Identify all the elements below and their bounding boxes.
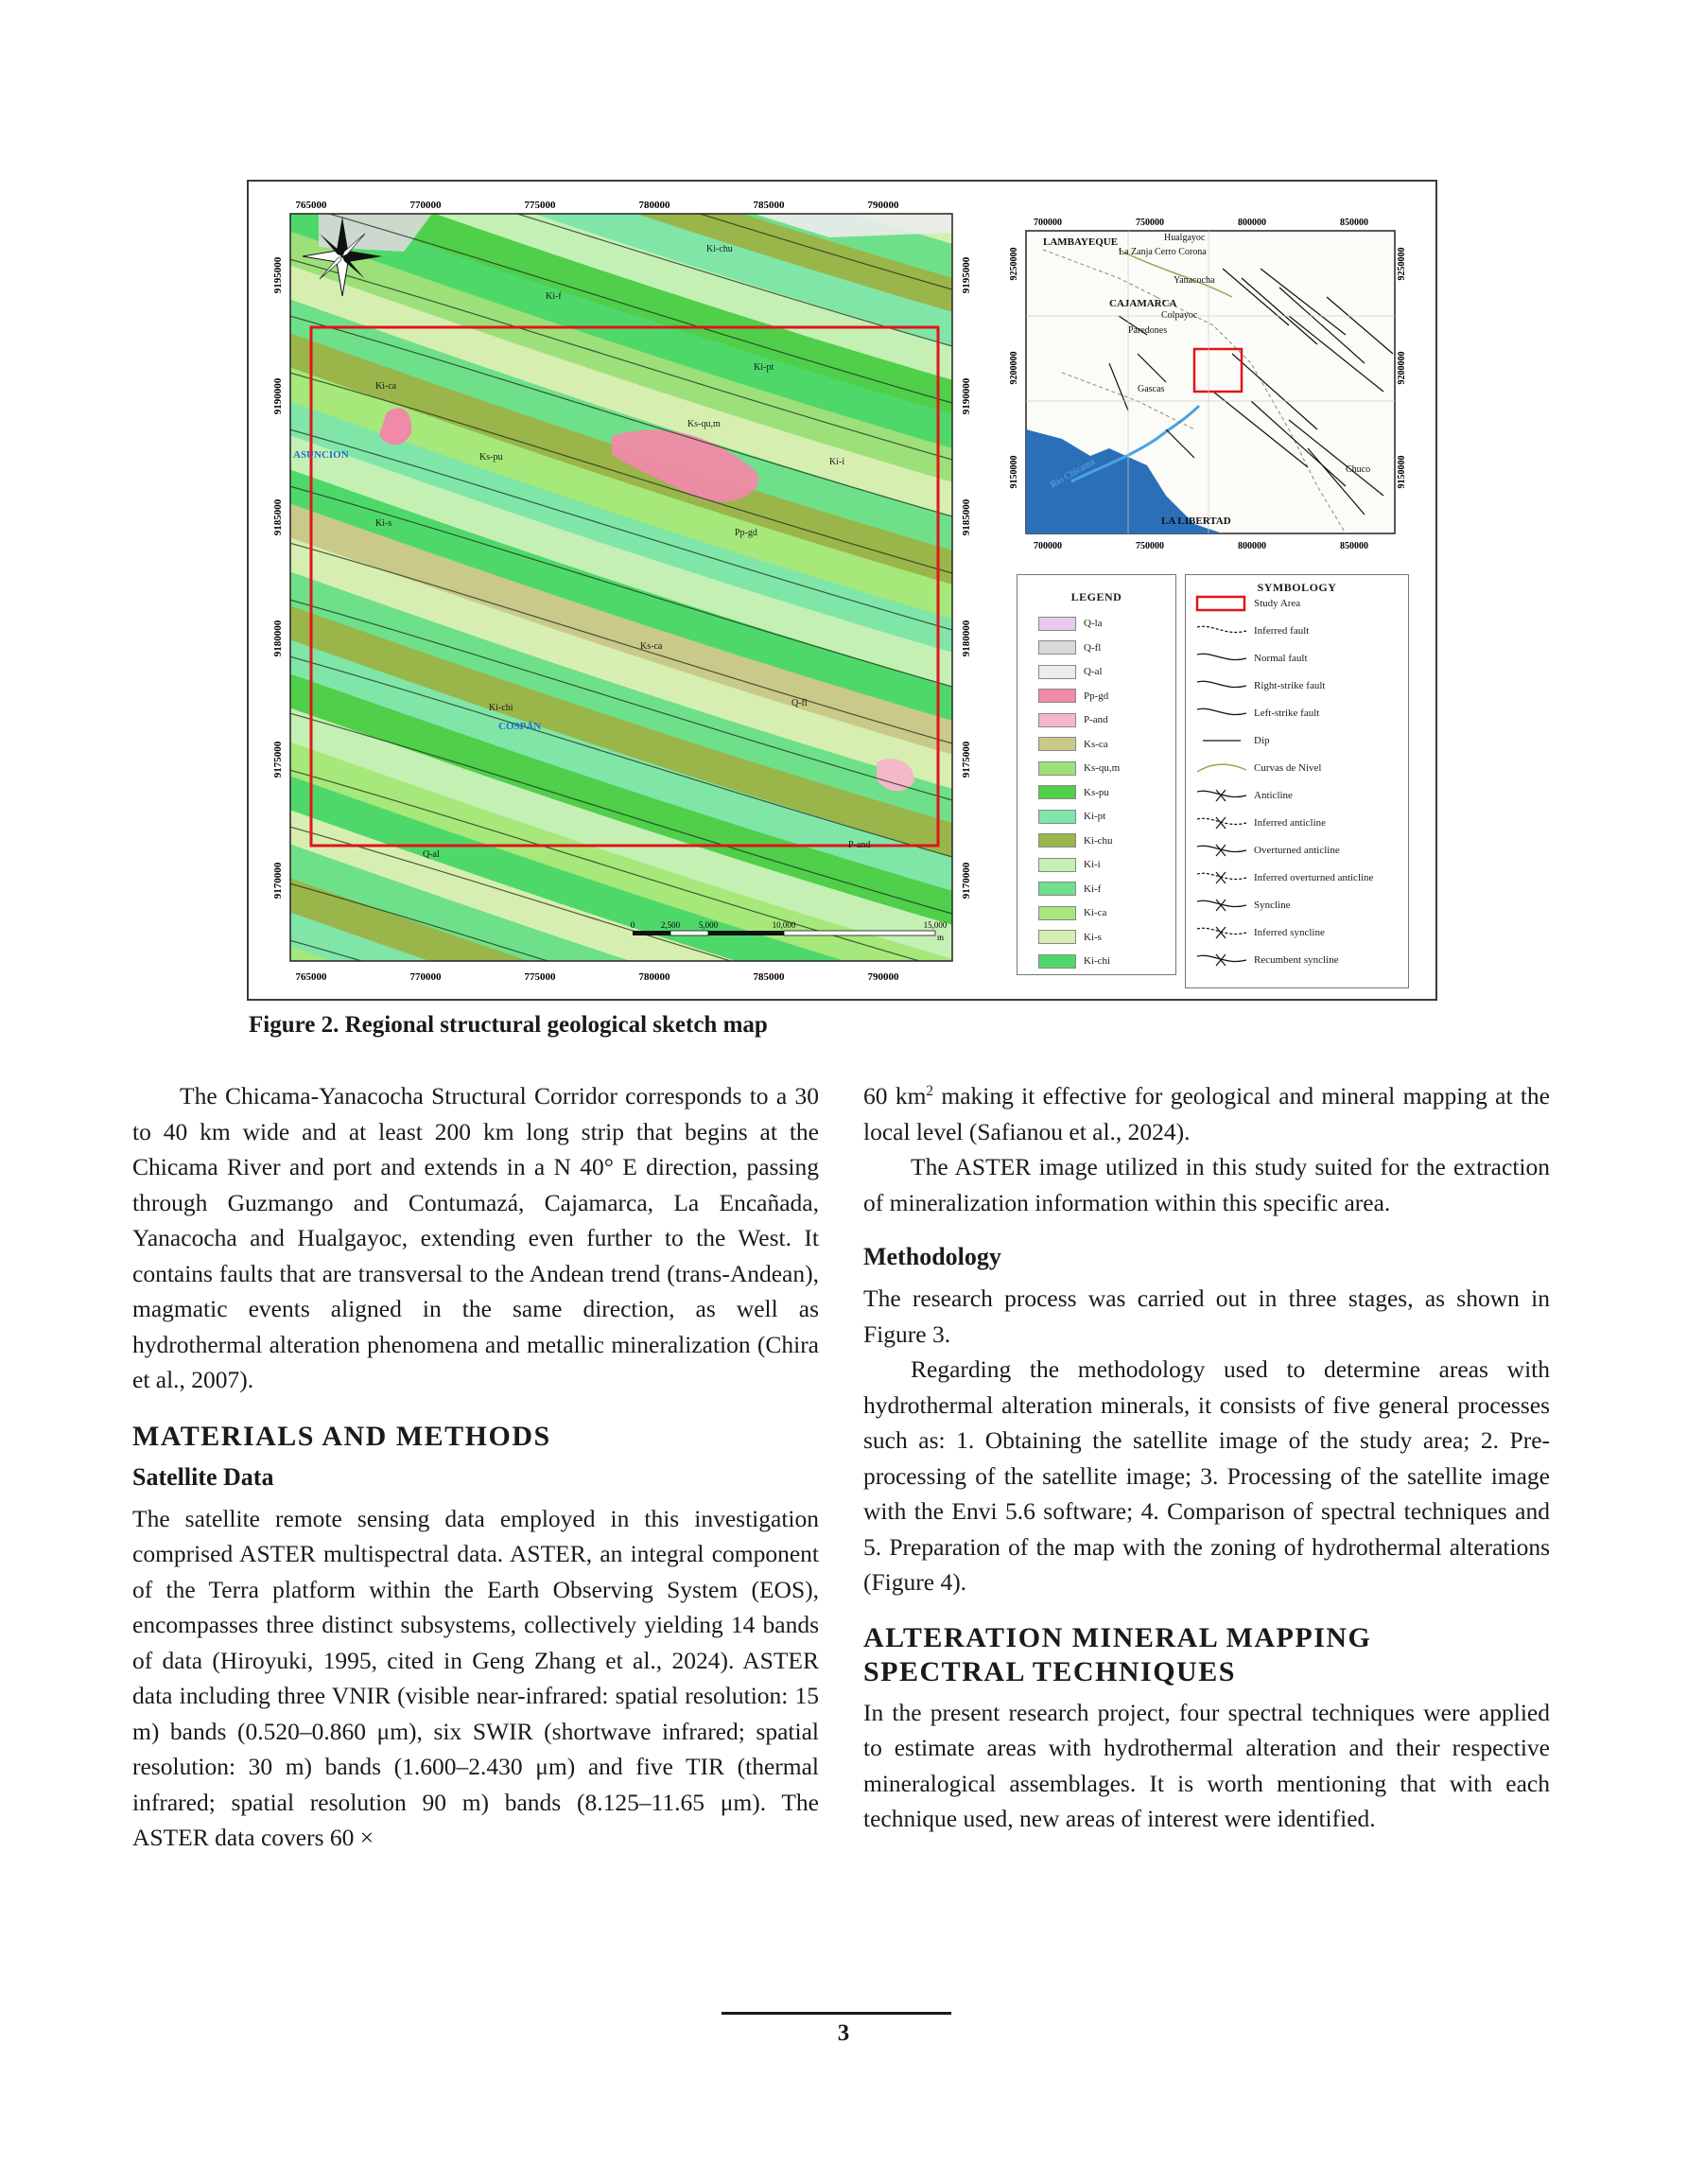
symbology-item xyxy=(1195,951,1339,970)
geologic-unit-label: Q-fl xyxy=(791,698,808,708)
legend-item xyxy=(1038,688,1108,705)
legend-swatch xyxy=(1038,713,1076,727)
legend-item xyxy=(1038,808,1105,825)
legend-item xyxy=(1038,784,1109,801)
symbology-symbol-icon xyxy=(1195,813,1250,832)
scale-unit: m xyxy=(937,933,945,942)
inset-place-label: Cerro Corona xyxy=(1155,247,1207,257)
geologic-unit-label: P-and xyxy=(848,840,871,850)
legend-item xyxy=(1038,736,1108,753)
x-tick-label: 765000 xyxy=(295,200,327,211)
legend-item xyxy=(1038,832,1113,849)
inset-x-tick: 850000 xyxy=(1340,541,1368,551)
place-label: COSPÁN xyxy=(498,721,542,732)
symbology-symbol-icon xyxy=(1195,841,1250,860)
inset-x-tick: 850000 xyxy=(1340,218,1368,228)
scale-label: 15,000 xyxy=(923,920,948,930)
symbology-label: Normal fault xyxy=(1254,653,1308,664)
legend-label: Ki-chu xyxy=(1084,834,1113,847)
geologic-unit-label: Ki-pt xyxy=(754,362,774,373)
y-tick-label: 9170000 xyxy=(272,862,284,900)
paragraph-methodology-processes: Regarding the methodology used to determine areas with hydrothermal alteration minerals, it consists of five general processes such as: 1. Obtaining the satellite image of the study area; 2. Pre-processing of the satellite image; 3. Processing of the satellite image with the Envi 5.6 software; 4. Comparison of spectral techniques and 5. Preparation of the map with the zoning of hydrothermal alterations (Figure 4). xyxy=(863,1355,1550,1596)
inset-y-tick: 9150000 xyxy=(1397,455,1407,489)
x-tick-label: 790000 xyxy=(867,200,899,211)
legend-item xyxy=(1038,952,1110,970)
geologic-unit-label: Ki-ca xyxy=(375,381,397,392)
figure-caption: Figure 2. Regional structural geological sketch map xyxy=(249,1012,768,1038)
legend-title: LEGEND xyxy=(1070,590,1122,603)
legend-label: Ki-chi xyxy=(1084,955,1111,967)
y-tick-label: 9180000 xyxy=(272,620,284,657)
legend-label: Ki-ca xyxy=(1084,907,1107,918)
legend-label: Ki-s xyxy=(1084,931,1102,943)
heading-alteration-mapping-line1: ALTERATION MINERAL MAPPING xyxy=(863,1621,1372,1653)
symbology-item xyxy=(1195,841,1340,860)
legend-item xyxy=(1038,639,1101,656)
legend-item xyxy=(1038,615,1103,632)
symbology-label: Left-strike fault xyxy=(1254,708,1320,719)
y-tick-label: 9180000 xyxy=(961,620,972,657)
geologic-unit-label: Ks-pu xyxy=(479,452,503,463)
inset-place-label: La Zanja xyxy=(1119,247,1153,257)
inset-x-tick: 750000 xyxy=(1136,541,1164,551)
symbology-item xyxy=(1195,621,1309,640)
y-tick-label: 9190000 xyxy=(272,377,284,415)
legend-label: Ki-pt xyxy=(1084,811,1106,822)
page-number: 3 xyxy=(837,2020,850,2046)
x-tick-label: 780000 xyxy=(638,971,670,983)
legend-swatch xyxy=(1038,737,1076,751)
inset-y-tick: 9200000 xyxy=(1009,351,1019,385)
paragraph-corridor: The Chicama-Yanacocha Structural Corridor corresponds to a 30 to 40 km wide and at least 200 km long strip that begins at the Chicama River and port and extends in a N 40° E direction, passing through Guzmango and Contumazá, Cajamarca, La Encañada, Yanacocha and Hualgayoc, extending even further to the West. It contains faults that are transversal to the Andean trend (trans-Andean), magmatic events aligned in the same direction, as well as hydrothermal alteration phenomena and metallic mineralization (Chira et al., 2007). xyxy=(132,1082,819,1393)
paragraph-aster-suitability: The ASTER image utilized in this study suited for the extraction of mineralization information within this specific area. xyxy=(863,1153,1550,1216)
symbology-label: Dip xyxy=(1254,735,1270,746)
symbology-item xyxy=(1195,868,1373,887)
paragraph-satellite-data: The satellite remote sensing data employed in this investigation comprised ASTER multispectral data. ASTER, an integral component of the Terra platform within the Earth Observing System (EOS), encompasses three distinct subsystems, collectively yielding 14 bands of data (Hiroyuki, 1995, cited in Geng Zhang et al., 2024). ASTER data including three VNIR (visible near-infrared: spatial resolution: 15 m) bands (0.520–0.860 μm), six SWIR (shortwave infrared; spatial resolution: 30 m) bands (1.600–2.430 μm) and five TIR (thermal infrared; spatial resolution 90 m) bands (8.125–11.65 μm). The ASTER data covers 60 × xyxy=(132,1504,819,1851)
inset-place-label: Chuco xyxy=(1346,464,1371,475)
symbology-label: Study Area xyxy=(1254,598,1301,609)
legend-swatch xyxy=(1038,954,1076,969)
map-symbology xyxy=(1185,574,1409,988)
symbology-label: Inferred anticline xyxy=(1254,817,1327,829)
scale-label: 0 xyxy=(630,920,635,930)
inset-y-tick: 9150000 xyxy=(1009,455,1019,489)
legend-label: Pp-gd xyxy=(1084,690,1109,702)
symbology-symbol-icon xyxy=(1195,786,1250,805)
geologic-unit-label: Q-al xyxy=(423,849,440,860)
y-tick-label: 9195000 xyxy=(272,256,284,294)
symbology-label: Right-strike fault xyxy=(1254,680,1326,691)
symbology-label: Inferred syncline xyxy=(1254,927,1325,938)
inset-place-label: Colpayoc xyxy=(1161,310,1198,321)
legend-item xyxy=(1038,711,1108,728)
map-legend xyxy=(1017,574,1176,975)
inset-x-tick: 800000 xyxy=(1238,218,1266,228)
y-tick-label: 9190000 xyxy=(961,377,972,415)
symbology-label: Inferred overturned anticline xyxy=(1254,872,1374,883)
paragraph-aster-coverage xyxy=(863,1078,1550,1149)
symbology-item xyxy=(1195,676,1325,695)
subheading-methodology: Methodology xyxy=(863,1243,1001,1270)
inset-regional-map xyxy=(1005,212,1414,556)
inset-place-label: LA LIBERTAD xyxy=(1161,515,1231,527)
symbology-symbol-icon xyxy=(1195,649,1250,668)
inset-place-label: Gascas xyxy=(1138,384,1165,394)
legend-item xyxy=(1038,904,1106,921)
inset-y-tick: 9250000 xyxy=(1397,247,1407,281)
coverage-text: making it effective for geological and mineral mapping at the local level (Safianou et al., 2024). xyxy=(863,1082,1550,1145)
heading-alteration-mapping-line2: SPECTRAL TECHNIQUES xyxy=(863,1655,1236,1687)
symbology-item xyxy=(1195,813,1326,832)
y-tick-label: 9185000 xyxy=(961,498,972,536)
y-tick-label: 9175000 xyxy=(961,741,972,778)
paragraph-research-stages: The research process was carried out in three stages, as shown in Figure 3. xyxy=(863,1284,1550,1348)
inset-place-label: Hualgayoc xyxy=(1164,233,1206,243)
symbology-title: SYMBOLOGY xyxy=(1257,581,1337,594)
x-tick-label: 770000 xyxy=(409,200,442,211)
symbology-symbol-icon xyxy=(1195,923,1250,942)
symbology-item xyxy=(1195,759,1321,778)
y-tick-label: 9185000 xyxy=(272,498,284,536)
symbology-label: Recumbent syncline xyxy=(1254,954,1339,966)
inset-place-label: Paredones xyxy=(1128,325,1168,336)
main-geological-map xyxy=(262,195,988,986)
symbology-symbol-icon xyxy=(1195,896,1250,915)
geologic-unit-label: Ki-s xyxy=(375,518,392,529)
legend-swatch xyxy=(1038,930,1076,944)
x-tick-label: 780000 xyxy=(638,200,670,211)
page-number-rule xyxy=(722,2012,951,2015)
inset-x-tick: 700000 xyxy=(1034,541,1062,551)
symbology-symbol-icon xyxy=(1195,951,1250,970)
inset-place-label: Río Chicama xyxy=(1049,456,1097,491)
coverage-superscript: 2 xyxy=(926,1082,934,1099)
legend-label: Ks-pu xyxy=(1084,786,1109,798)
scale-label: 10,000 xyxy=(772,920,796,930)
x-tick-label: 775000 xyxy=(524,200,556,211)
symbology-symbol-icon xyxy=(1195,759,1250,778)
y-tick-label: 9195000 xyxy=(961,256,972,294)
legend-label: P-and xyxy=(1084,714,1108,725)
heading-materials-methods: MATERIALS AND METHODS xyxy=(132,1420,551,1452)
legend-swatch xyxy=(1038,858,1076,872)
right-column xyxy=(863,1078,1550,1837)
symbology-symbol-icon xyxy=(1195,704,1250,723)
legend-label: Q-la xyxy=(1084,618,1103,629)
geologic-unit-label: Ki-chu xyxy=(706,244,733,254)
symbology-item xyxy=(1195,704,1319,723)
legend-swatch xyxy=(1038,833,1076,847)
legend-swatch xyxy=(1038,640,1076,655)
symbology-item xyxy=(1195,731,1270,750)
x-tick-label: 765000 xyxy=(295,971,327,983)
legend-swatch xyxy=(1038,810,1076,824)
symbology-item xyxy=(1195,896,1291,915)
place-label: ASUNCION xyxy=(293,449,349,461)
symbology-label: Overturned anticline xyxy=(1254,845,1340,856)
inset-place-label: Yanacocha xyxy=(1174,275,1215,286)
x-tick-label: 790000 xyxy=(867,971,899,983)
geologic-unit-label: Ks-ca xyxy=(640,641,663,652)
y-tick-label: 9175000 xyxy=(272,741,284,778)
paragraph-spectral-techniques: In the present research project, four spectral techniques were applied to estimate areas with hydrothermal alteration and their respective mineralogical assemblages. It is worth mentioning that with each technique used, new areas of interest were identified. xyxy=(863,1698,1550,1832)
symbology-symbol-icon xyxy=(1195,621,1250,640)
scale-label: 2,500 xyxy=(660,920,681,930)
left-column xyxy=(132,1078,819,1856)
symbology-label: Syncline xyxy=(1254,900,1291,911)
y-tick-label: 9170000 xyxy=(961,862,972,900)
x-tick-label: 785000 xyxy=(753,971,785,983)
symbology-item xyxy=(1195,649,1308,668)
x-tick-label: 770000 xyxy=(409,971,442,983)
legend-label: Q-al xyxy=(1084,666,1103,677)
legend-item xyxy=(1038,929,1102,946)
inset-place-label: LAMBAYEQUE xyxy=(1043,236,1119,248)
geologic-unit-label: Ki-chi xyxy=(489,703,513,713)
symbology-label: Curvas de Nivel xyxy=(1254,762,1322,774)
legend-swatch xyxy=(1038,906,1076,920)
geologic-unit-label: Ki-i xyxy=(829,457,845,467)
legend-swatch xyxy=(1038,617,1076,631)
inset-place-label: CAJAMARCA xyxy=(1109,298,1177,309)
symbology-item xyxy=(1195,786,1293,805)
legend-item xyxy=(1038,856,1101,873)
inset-x-tick: 750000 xyxy=(1136,218,1164,228)
legend-label: Ki-i xyxy=(1084,859,1101,870)
geologic-unit-label: Ki-f xyxy=(546,291,562,302)
x-tick-label: 785000 xyxy=(753,200,785,211)
legend-label: Ki-f xyxy=(1084,882,1102,895)
legend-label: Q-fl xyxy=(1084,641,1102,654)
symbology-symbol-icon xyxy=(1195,868,1250,887)
symbology-item xyxy=(1195,594,1300,613)
geologic-unit-label: Pp-gd xyxy=(735,528,757,538)
symbology-label: Inferred fault xyxy=(1254,625,1310,637)
coverage-value: 60 km xyxy=(863,1082,927,1109)
scale-label: 5,000 xyxy=(698,920,719,930)
geologic-unit-label: Ks-qu,m xyxy=(687,419,721,429)
legend-item xyxy=(1038,760,1120,777)
legend-label: Ks-ca xyxy=(1084,738,1108,750)
legend-label: Ks-qu,m xyxy=(1084,762,1121,774)
figure-frame xyxy=(247,180,1437,1001)
symbology-symbol-icon xyxy=(1195,594,1250,613)
symbology-symbol-icon xyxy=(1195,731,1250,750)
symbology-label: Anticline xyxy=(1254,790,1293,801)
symbology-item xyxy=(1195,923,1325,942)
inset-y-tick: 9250000 xyxy=(1009,247,1019,281)
legend-swatch xyxy=(1038,785,1076,799)
symbology-symbol-icon xyxy=(1195,676,1250,695)
inset-y-tick: 9200000 xyxy=(1397,351,1407,385)
inset-x-tick: 700000 xyxy=(1034,218,1062,228)
legend-swatch xyxy=(1038,882,1076,896)
legend-swatch xyxy=(1038,689,1076,703)
subheading-satellite-data: Satellite Data xyxy=(132,1462,274,1491)
legend-item xyxy=(1038,663,1103,680)
inset-x-tick: 800000 xyxy=(1238,541,1266,551)
legend-item xyxy=(1038,881,1101,898)
legend-swatch xyxy=(1038,665,1076,679)
x-tick-label: 775000 xyxy=(524,971,556,983)
legend-swatch xyxy=(1038,761,1076,776)
